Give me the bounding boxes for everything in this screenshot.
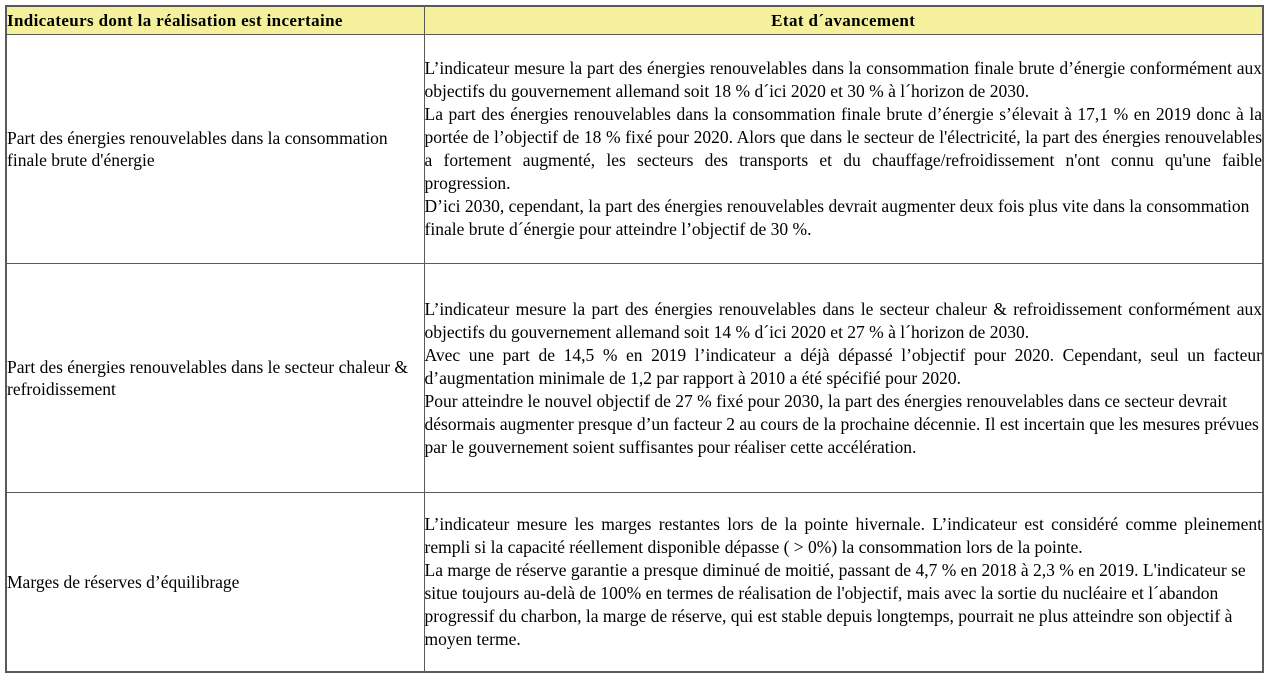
indicator-cell	[6, 35, 424, 264]
table-row	[6, 35, 1263, 264]
table-row	[6, 493, 1263, 673]
table-row	[6, 264, 1263, 493]
column-header-status: Etat d´avancement	[424, 6, 1263, 35]
status-paragraph: Avec une part de 14,5 % en 2019 l’indicateur a déjà dépassé l’objectif pour 2020. Cependant, seul un facteur d’augmentation minimale de 1,2 par rapport à 2010 a été spécifié pour 2020.	[424, 344, 1262, 388]
table-header-row	[6, 6, 1263, 35]
status-paragraph: Pour atteindre le nouvel objectif de 27 % fixé pour 2030, la part des énergies renouvelables dans ce secteur devrait désormais augmenter presque d’un facteur 2 au cours de la prochaine décennie. Il est incertain que les mesures prévues par le gouvernement soient suffisantes pour réaliser cette accélération.	[424, 390, 1259, 457]
indicator-label: Part des énergies renouvelables dans la consommation finale brute d'énergie	[7, 127, 388, 170]
table-header	[6, 6, 1263, 35]
indicator-cell	[6, 264, 424, 493]
indicator-cell	[6, 493, 424, 673]
status-paragraph: La part des énergies renouvelables dans la consommation finale brute d’énergie s’élevait à 17,1 % en 2019 donc à la portée de l’objectif de 18 % fixé pour 2020. Alors que dans le secteur de l'électricité, la part des énergies renouvelables a fortement augmenté, les secteurs des transports et du chauffage/refroidissement n'ont connu qu'une faible progression.	[424, 104, 1262, 193]
status-paragraph: L’indicateur mesure la part des énergies renouvelables dans la consommation finale brute d’énergie conformément aux objectifs du gouvernement allemand soit 18 % d´ici 2020 et 30 % à l´horizon de 2030.	[424, 58, 1262, 101]
status-cell	[424, 35, 1263, 264]
column-header-indicator: Indicateurs dont la réalisation est incertaine	[6, 6, 424, 35]
status-paragraph: La marge de réserve garantie a presque diminué de moitié, passant de 4,7 % en 2018 à 2,3 % en 2019. L'indicateur se situe toujours au-delà de 100% en termes de réalisation de l'objectif, mais avec la sortie du nucléaire et l´abandon progressif du charbon, la marge de réserve, qui est stable depuis longtemps, pourrait ne plus atteindre son objectif à moyen terme.	[424, 560, 1246, 649]
status-paragraph: D’ici 2030, cependant, la part des énergies renouvelables devrait augmenter deux fois plus vite dans la consommation finale brute d´énergie pour atteindre l’objectif de 30 %.	[424, 196, 1250, 239]
indicator-label: Part des énergies renouvelables dans le secteur chaleur & refroidissement	[7, 356, 409, 399]
status-paragraph: L’indicateur mesure la part des énergies renouvelables dans le secteur chaleur & refroidissement conformément aux objectifs du gouvernement allemand soit 14 % d´ici 2020 et 27 % à l´horizon de 2030.	[424, 298, 1262, 342]
status-cell	[424, 264, 1263, 493]
status-paragraph: L’indicateur mesure les marges restantes lors de la pointe hivernale. L’indicateur est considéré comme pleinement rempli si la capacité réellement disponible dépasse ( > 0%) la consommation lors de la pointe.	[424, 514, 1262, 557]
status-cell	[424, 493, 1263, 673]
indicator-status-table	[5, 5, 1264, 673]
table-body	[6, 35, 1263, 673]
indicator-label: Marges de réserves d’équilibrage	[7, 571, 240, 592]
